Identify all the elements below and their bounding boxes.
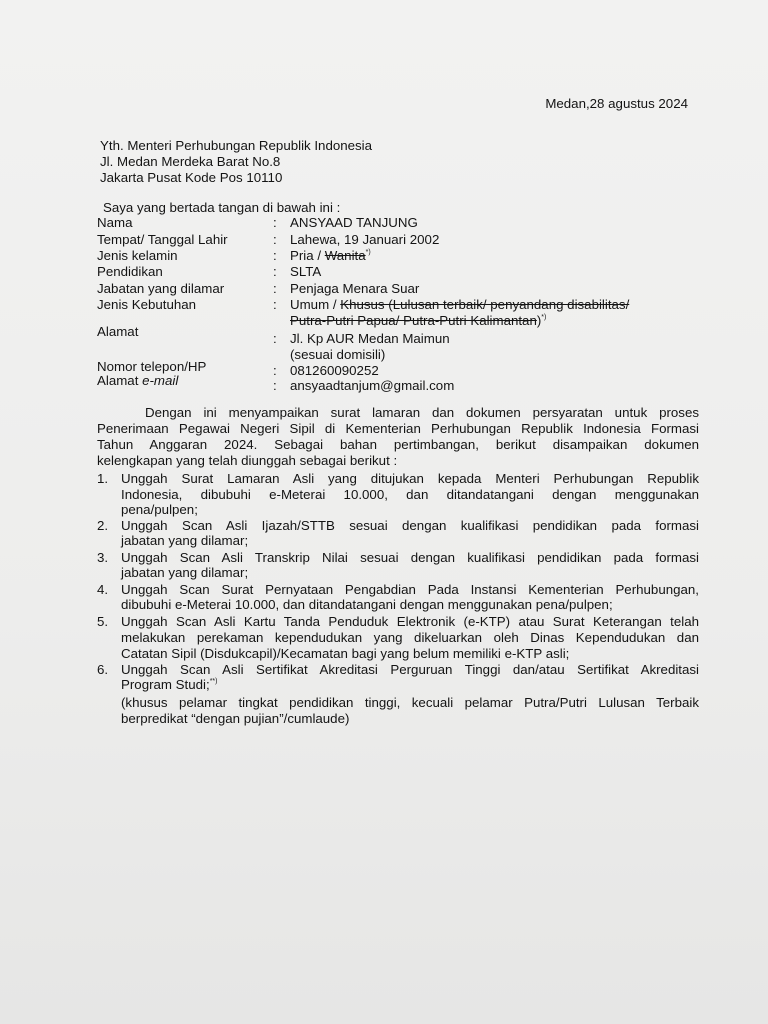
list-item-line: jabatan yang dilamar; [121, 533, 249, 548]
field-label: Nama [97, 215, 133, 230]
field-colon: : [273, 331, 277, 346]
struck-text: Khusus (Lulusan terbaik/ penyandang disabilitas/ [340, 297, 630, 312]
field-value: ANSYAAD TANJUNG [290, 215, 418, 230]
field-colon: : [273, 281, 277, 296]
field-value: ansyaadtanjum@gmail.com [290, 378, 455, 393]
field-colon: : [273, 378, 277, 393]
field-colon: : [273, 215, 277, 230]
list-number: 6. [97, 662, 109, 677]
field-label: Pendidikan [97, 264, 163, 279]
list-item-line: Catatan Sipil (Disdukcapil)/Kecamatan bagi yang belum memiliki e-KTP asli; [121, 646, 570, 661]
recipient-line: Yth. Menteri Perhubungan Republik Indonesia [100, 138, 373, 153]
field-label: Alamat [97, 324, 139, 339]
list-item-line: Unggah Surat Lamaran Asli yang ditujukan kepada Menteri Perhubungan Republik [121, 471, 699, 486]
list-item-line: (khusus pelamar tingkat pendidikan tinggi, kecuali pelamar Putra/Putri Lulusan Terbaik [121, 695, 699, 710]
label-italic: e-mail [142, 373, 179, 388]
field-value: Penjaga Menara Suar [290, 281, 420, 296]
list-item-line: Unggah Scan Asli Ijazah/STTB sesuai dengan kualifikasi pendidikan pada formasi [121, 518, 699, 533]
list-item-line: melakukan perekaman kependudukan yang dikeluarkan oleh Dinas Kependudukan dan [121, 630, 699, 645]
field-colon: : [273, 297, 277, 312]
recipient-line: Jakarta Pusat Kode Pos 10110 [100, 170, 283, 185]
field-value: 081260090252 [290, 363, 379, 378]
list-item-line: dibubuhi e-Meterai 10.000, dan ditandatangani dengan menggunakan pena/pulpen; [121, 597, 613, 612]
intro-text: Saya yang bertada tangan di bawah ini : [103, 200, 341, 215]
field-value [290, 248, 371, 263]
struck-text: Wanita [324, 248, 366, 263]
label-text: Alamat [97, 373, 143, 388]
struck-text: Putra-Putri Papua/ Putra-Putri Kalimantan [290, 313, 537, 328]
list-item-line: Indonesia, dibubuhi e-Meterai 10.000, dan ditandatangani dengan menggunakan [121, 487, 699, 502]
field-label [97, 373, 178, 388]
field-label: Jenis Kebutuhan [97, 297, 197, 312]
list-item-line: Unggah Scan Asli Sertifikat Akreditasi Perguruan Tinggi dan/atau Sertifikat Akreditasi [121, 662, 699, 677]
field-value [290, 313, 546, 328]
field-colon: : [273, 232, 277, 247]
value-text: Umum / [290, 297, 341, 312]
list-item-line: pena/pulpen; [121, 502, 198, 517]
value-text: ) [536, 313, 542, 328]
list-item-line: berpredikat “dengan pujian”/cumlaude) [121, 711, 350, 726]
field-label: Jabatan yang dilamar [97, 281, 225, 296]
list-number: 2. [97, 518, 109, 533]
list-number: 4. [97, 582, 109, 597]
paragraph-line: Tahun Anggaran 2024. Sebagai bahan pertimbangan, berikut disampaikan dokumen [97, 437, 699, 452]
field-value: Lahewa, 19 Januari 2002 [290, 232, 440, 247]
list-item-line: Unggah Scan Asli Kartu Tanda Penduduk Elektronik (e-KTP) atau Surat Keterangan telah [121, 614, 699, 629]
list-item-line [121, 677, 699, 692]
field-value [290, 297, 629, 312]
recipient-line: Jl. Medan Merdeka Barat No.8 [100, 154, 281, 169]
paragraph-line: Dengan ini menyampaikan surat lamaran dan dokumen persyaratan untuk proses [145, 405, 699, 420]
letter-date: Medan,28 agustus 2024 [545, 96, 688, 111]
footnote-mark: *) [365, 249, 371, 256]
paragraph-line: Penerimaan Pegawai Negeri Sipil di Kementerian Perhubungan Republik Indonesia Formasi [97, 421, 699, 436]
list-item-line: Unggah Scan Surat Pernyataan Pengabdian Pada Instansi Kementerian Perhubungan, [121, 582, 699, 597]
field-label: Tempat/ Tanggal Lahir [97, 232, 228, 247]
list-number: 1. [97, 471, 109, 486]
list-number: 5. [97, 614, 109, 629]
paragraph-line: kelengkapan yang telah diunggah sebagai berikut : [97, 453, 398, 468]
recipient-block [100, 138, 372, 186]
footnote-mark: *) [541, 314, 547, 321]
value-text: Pria / [290, 248, 325, 263]
field-colon: : [273, 248, 277, 263]
list-item-text: Program Studi; [121, 677, 210, 692]
field-value: Jl. Kp AUR Medan Maimun [290, 331, 450, 346]
field-colon: : [273, 363, 277, 378]
footnote-mark: **) [209, 678, 218, 685]
field-colon: : [273, 264, 277, 279]
field-label: Nomor telepon/HP [97, 359, 207, 374]
field-value: (sesuai domisili) [290, 347, 386, 362]
field-label: Jenis kelamin [97, 248, 178, 263]
field-value: SLTA [290, 264, 322, 279]
list-item-line: jabatan yang dilamar; [121, 565, 249, 580]
list-item-line: Unggah Scan Asli Transkrip Nilai sesuai dengan kualifikasi pendidikan pada formasi [121, 550, 699, 565]
list-number: 3. [97, 550, 109, 565]
